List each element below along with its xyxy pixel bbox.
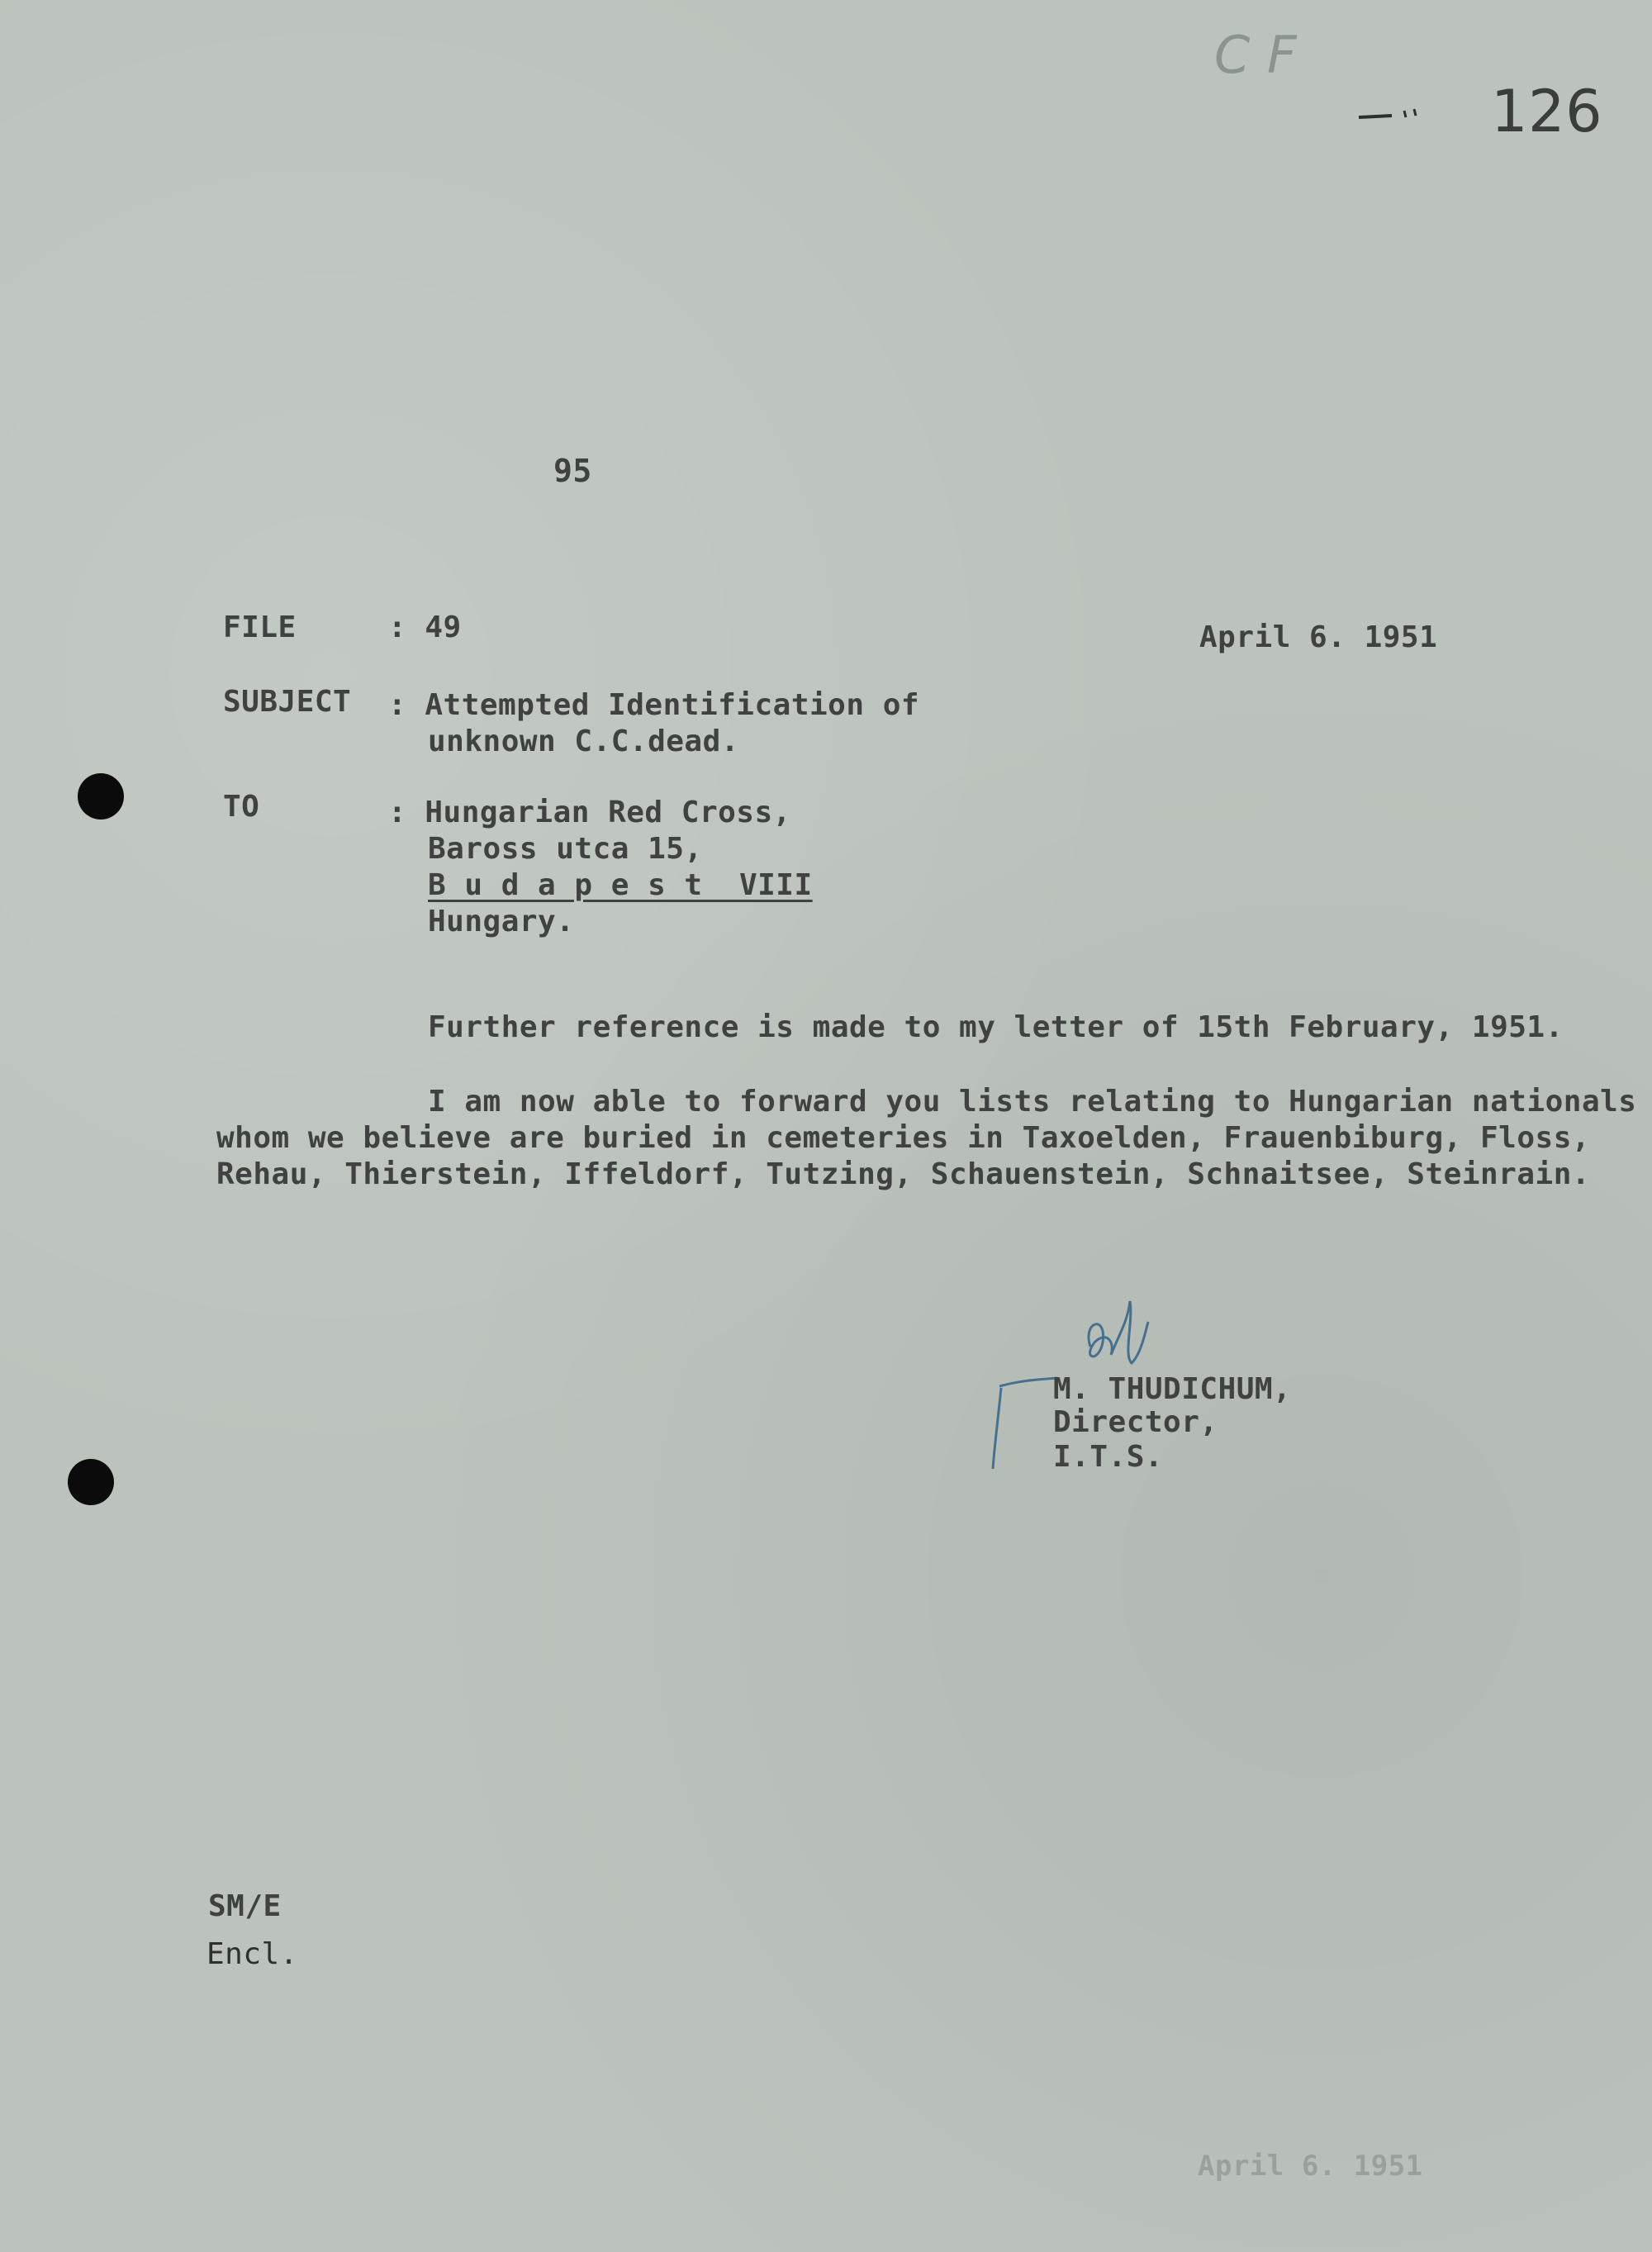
- reference-initials: SM/E: [208, 1889, 282, 1923]
- handwritten-dash-mark: [1355, 99, 1429, 132]
- file-label: FILE: [223, 611, 297, 644]
- signatory-name: M. THUDICHUM,: [1053, 1372, 1292, 1406]
- body-paragraph-2-line-2: whom we believe are buried in cemeteries in Taxoelden, Frauenbiburg, Floss,: [216, 1121, 1591, 1155]
- body-paragraph-1: Further reference is made to my letter of 15th February, 1951.: [428, 1010, 1564, 1044]
- folio-mark: 95: [553, 453, 592, 489]
- punch-hole-top: [78, 773, 124, 820]
- to-line-3: B u d a p e s t VIII: [428, 868, 813, 902]
- signatory-organization: I.T.S.: [1053, 1440, 1164, 1474]
- to-line-2: Baross utca 15,: [428, 832, 703, 866]
- bleed-through-stamp: April 6. 1951: [1198, 2150, 1423, 2183]
- to-label: TO: [223, 790, 260, 824]
- body-paragraph-2-line-1: I am now able to forward you lists relating to Hungarian nationals: [428, 1085, 1637, 1119]
- body-paragraph-2-line-3: Rehau, Thierstein, Iffeldorf, Tutzing, Schauenstein, Schnaitsee, Steinrain.: [216, 1157, 1591, 1191]
- to-line-1: : Hungarian Red Cross,: [388, 796, 791, 829]
- corner-handwritten-mark: C F: [1214, 25, 1298, 85]
- punch-hole-bottom: [68, 1459, 114, 1505]
- letter-date: April 6. 1951: [1199, 620, 1438, 654]
- subject-line-2: unknown C.C.dead.: [428, 725, 739, 758]
- subject-label: SUBJECT: [223, 685, 352, 719]
- file-value: : 49: [388, 611, 462, 644]
- subject-line-1: : Attempted Identification of: [388, 688, 920, 722]
- to-line-4: Hungary.: [428, 905, 575, 938]
- page-number: 126: [1491, 78, 1603, 145]
- signatory-title: Director,: [1053, 1405, 1218, 1439]
- enclosure-note: Encl.: [206, 1937, 298, 1971]
